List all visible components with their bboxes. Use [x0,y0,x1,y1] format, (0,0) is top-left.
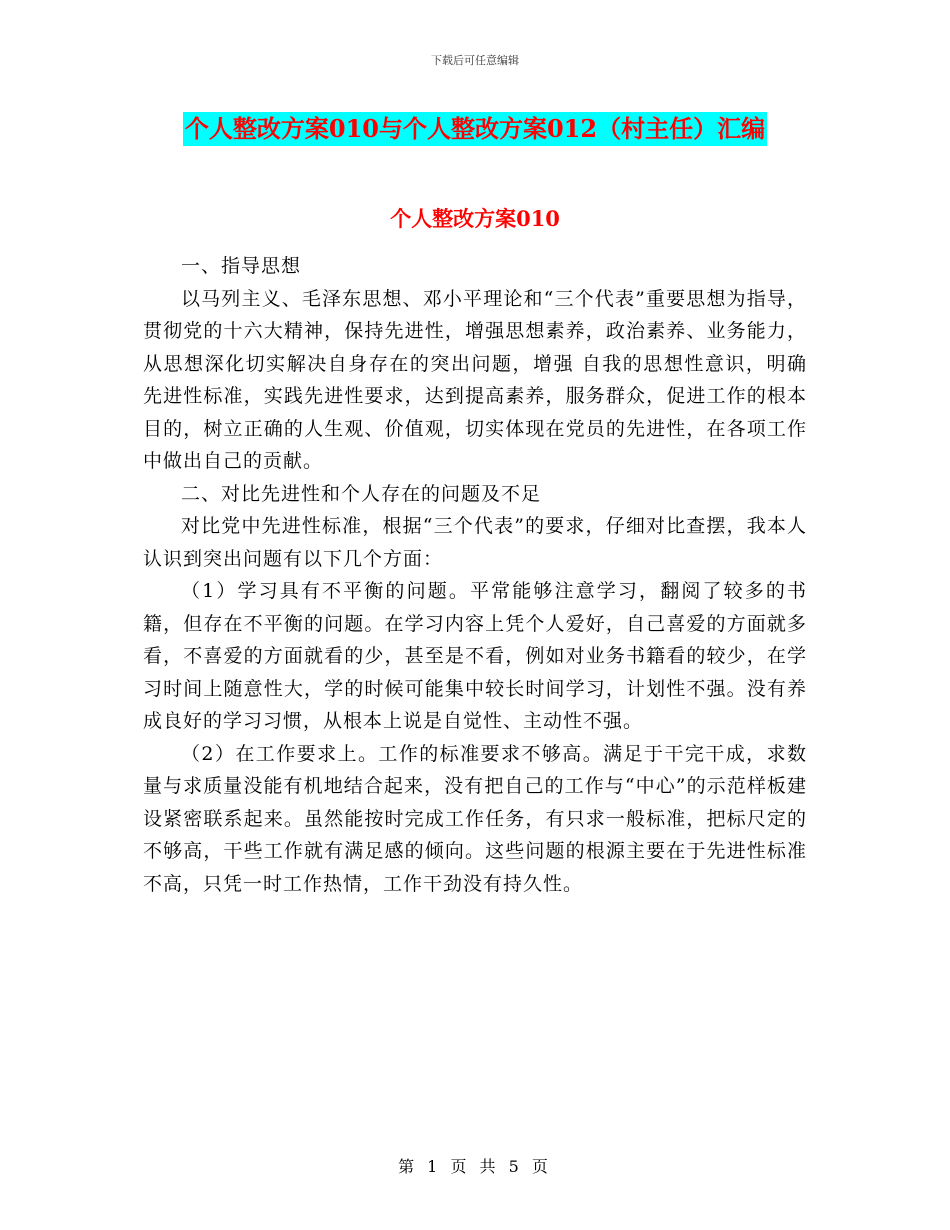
paragraph: （1）学习具有不平衡的问题。平常能够注意学习，翻阅了较多的书籍，但存在不平衡的问题。在学习内容上凭个人爱好，自己喜爱的方面就多看，不喜爱的方面就看的少，甚至是不看，例如对业务书籍看的较少，在学习时间上随意性大，学的时候可能集中较长时间学习，计划性不强。没有养成良好的学习习惯，从根本上说是自觉性、主动性不强。 [143,580,807,732]
header-note: 下载后可任意编辑 [431,54,519,67]
page-footer: 第 1 页 共 5 页 [398,1157,552,1176]
main-title-container [0,112,950,146]
heading-problems: 二、对比先进性和个人存在的问题及不足 [181,482,542,505]
heading-guiding-ideology: 一、指导思想 [181,255,302,277]
body-text [143,250,807,900]
paragraph: （2）在工作要求上。工作的标准要求不够高。满足于干完干成，求数量与求质量没能有机地结合起来，没有把自己的工作与“中心”的示范样板建设紧密联系起来。虽然能按时完成工作任务，有只求一般标准，把标尺定的不够高，干些工作就有满足感的倾向。这些问题的根源主要在于先进性标准不高，只凭一时工作热情，工作干劲没有持久性。 [143,742,807,895]
paragraph: 以马列主义、毛泽东思想、邓小平理论和“三个代表”重要思想为指导，贯彻党的十六大精神，保持先进性，增强思想素养，政治素养、业务能力，从思想深化切实解决自身存在的突出问题，增强 自我的思想性意识，明确先进性标准，实践先进性要求，达到提高素养，服务群众，促进工作的根本目的，树立正确的人生观、价值观，切实体现在党员的先进性，在各项工作中做出自己的贡献。 [143,287,807,472]
paragraph: 对比党中先进性标准，根据“三个代表”的要求，仔细对比查摆，我本人认识到突出问题有以下几个方面： [143,515,807,570]
section-title: 个人整改方案010 [390,206,560,231]
main-title: 个人整改方案010与个人整改方案012（村主任）汇编 [183,112,767,146]
